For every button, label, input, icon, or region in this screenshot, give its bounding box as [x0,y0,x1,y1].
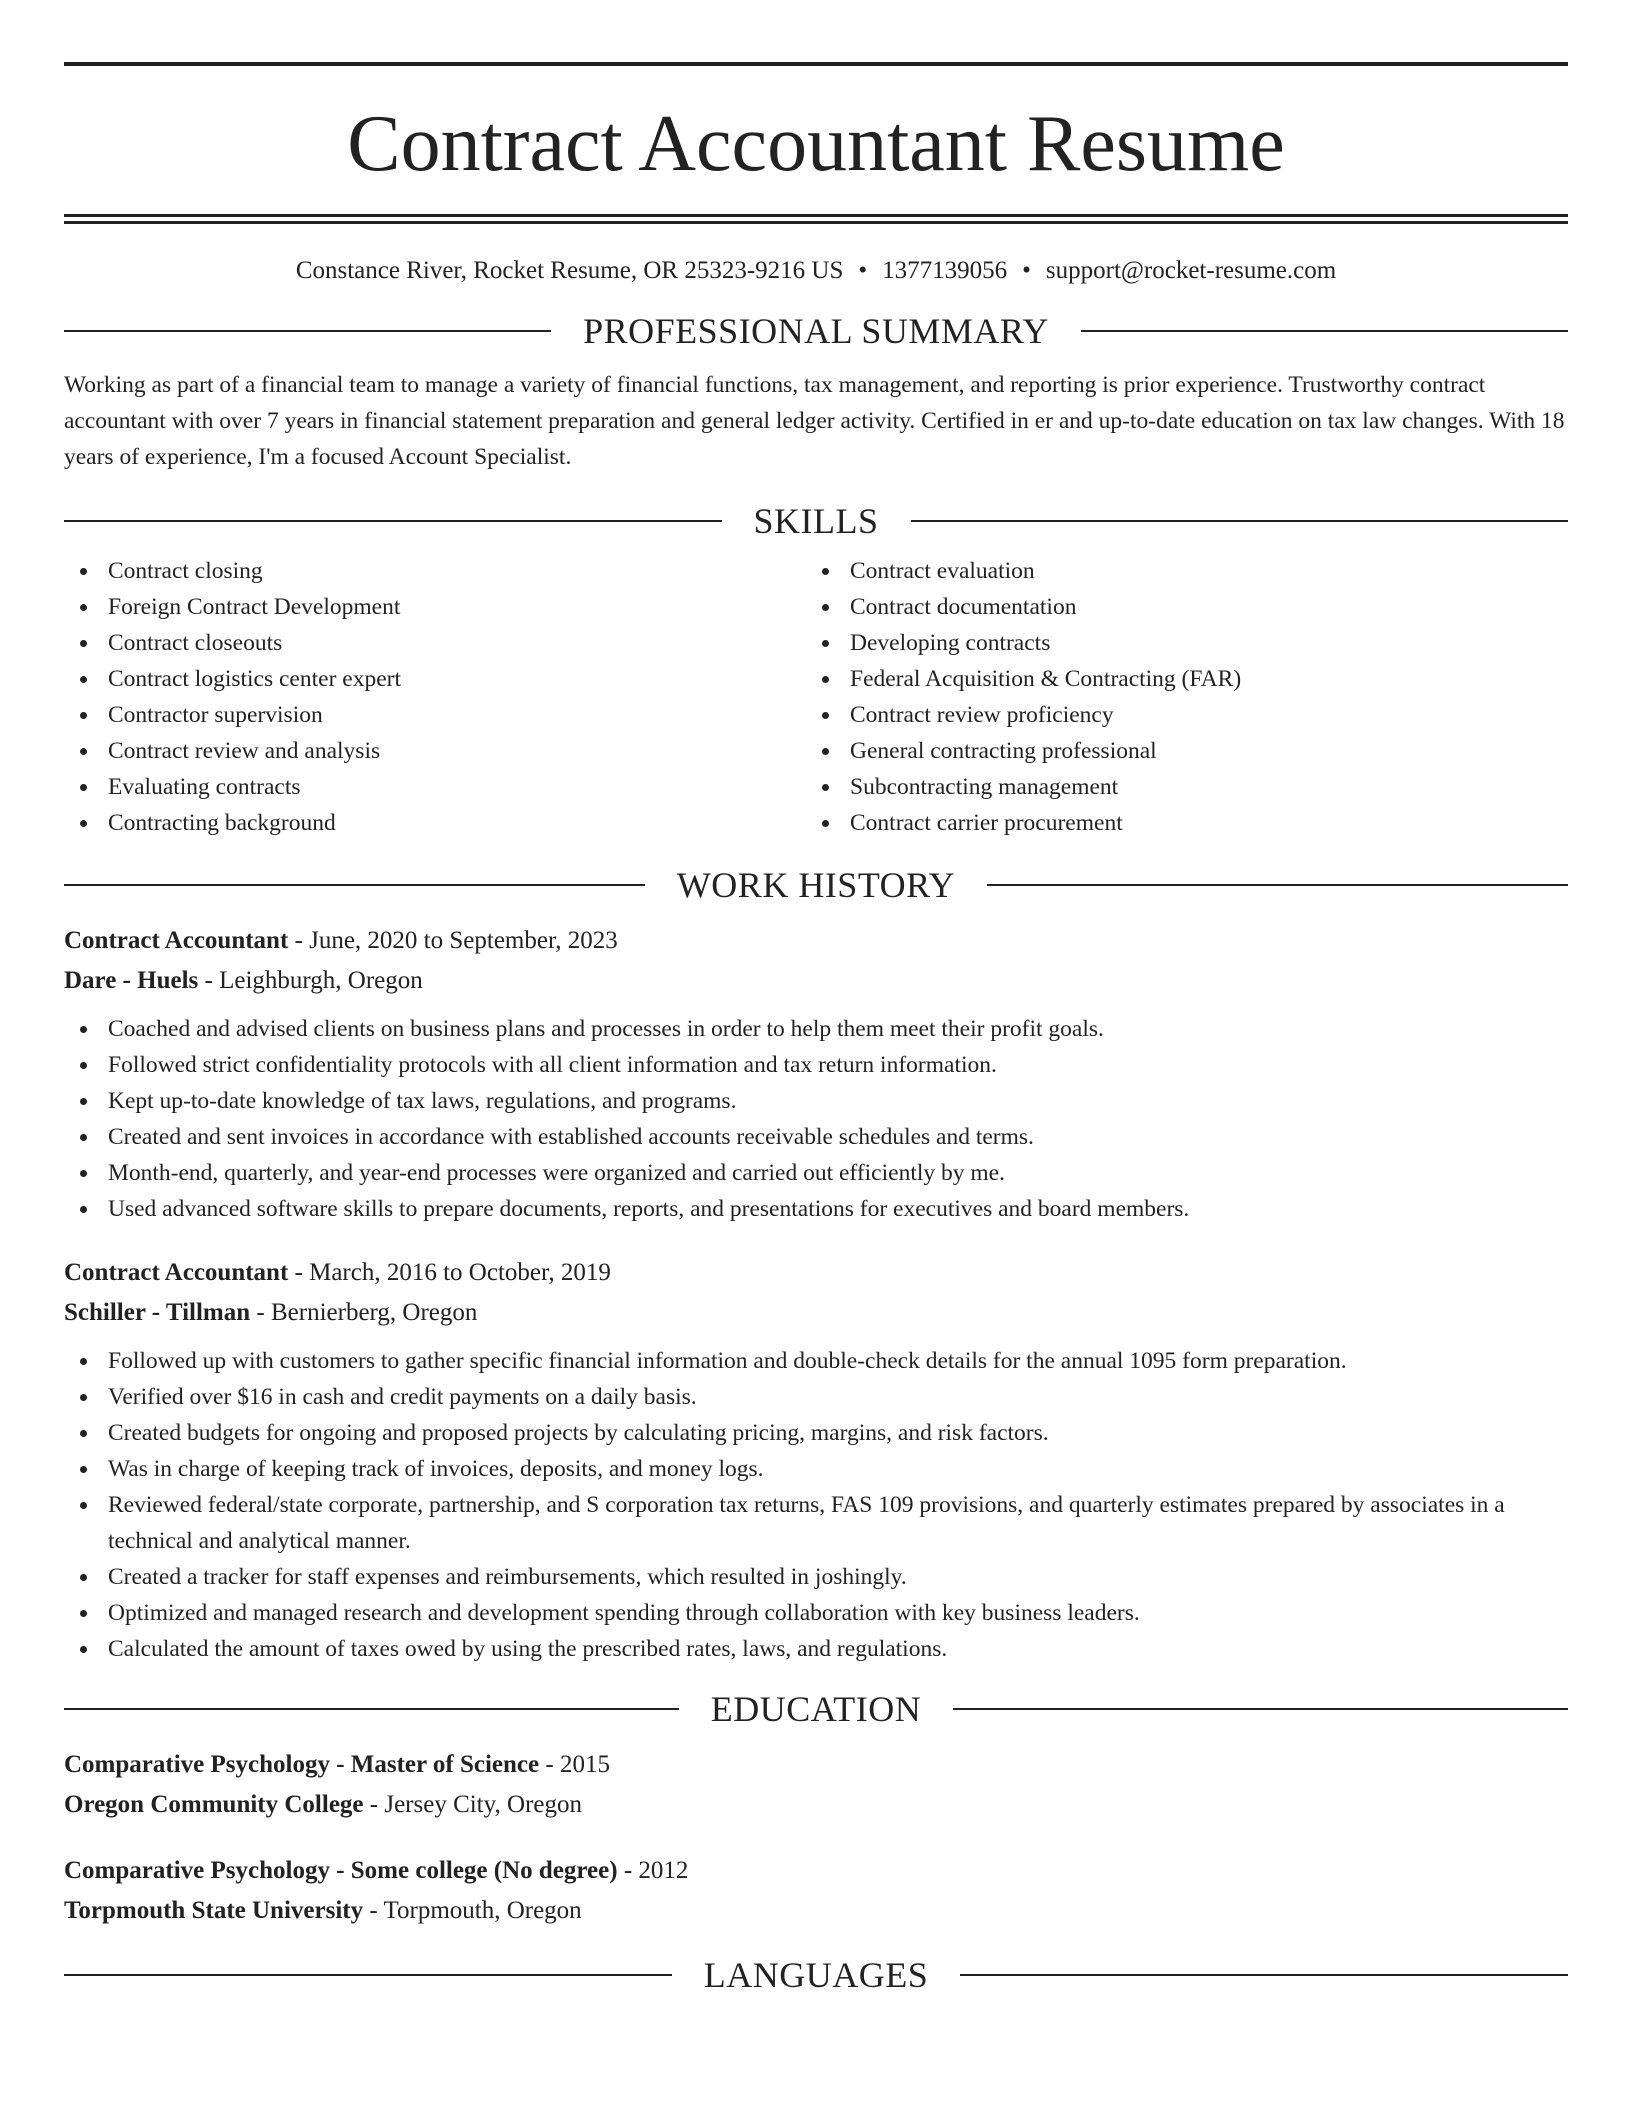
section-header-skills [64,503,1568,539]
skill-item: Foreign Contract Development [64,589,806,625]
education-degree: Comparative Psychology - Some college (No degree) [64,1857,618,1884]
education-degree: Comparative Psychology - Master of Science [64,1751,540,1778]
job-role: Contract Accountant [64,927,289,954]
skill-item: Contract logistics center expert [64,661,806,697]
title-double-rule [64,214,1568,224]
job-bullet: Was in charge of keeping track of invoices, deposits, and money logs. [64,1451,1568,1487]
education-school-line [64,1891,1568,1931]
education-location: - Jersey City, Oregon [363,1791,582,1818]
job-bullet: Created and sent invoices in accordance with established accounts receivable schedules and terms. [64,1119,1568,1155]
job-entry [64,1253,1568,1667]
section-title-education: EDUCATION [710,1689,922,1729]
section-rule [953,1708,1568,1710]
section-rule [64,1974,672,1976]
top-rule [64,62,1568,66]
education-school-line [64,1785,1568,1825]
education-entry [64,1851,1568,1931]
job-bullets [64,1343,1568,1667]
contact-separator: • [858,257,868,284]
section-title-languages: LANGUAGES [703,1955,929,1995]
skill-item: Contract closing [64,553,806,589]
education-year: - 2012 [617,1857,689,1884]
job-company-line [64,961,1568,1001]
section-rule [911,520,1569,522]
education-entry [64,1745,1568,1825]
section-title-summary: PROFESSIONAL SUMMARY [583,311,1049,351]
skill-item: Contract closeouts [64,625,806,661]
job-bullet: Month-end, quarterly, and year-end processes were organized and carried out efficiently by me. [64,1155,1568,1191]
section-header-summary [64,313,1568,349]
page-title: Contract Accountant Resume [347,100,1285,188]
job-dates: - March, 2016 to October, 2019 [288,1259,611,1286]
job-bullet: Verified over $16 in cash and credit payments on a daily basis. [64,1379,1568,1415]
section-rule [64,884,645,886]
job-company-line [64,1293,1568,1333]
section-header-work [64,867,1568,903]
job-bullet: Calculated the amount of taxes owed by using the prescribed rates, laws, and regulations. [64,1631,1568,1667]
job-company: Dare - Huels [64,967,199,994]
section-rule [960,1974,1568,1976]
section-title-skills: SKILLS [753,501,879,541]
skills-grid [64,553,1568,841]
job-location: - Leighburgh, Oregon [198,967,423,994]
section-rule [64,330,551,332]
skill-item: Evaluating contracts [64,769,806,805]
skills-list-right [806,553,1568,841]
skill-item: Contractor supervision [64,697,806,733]
summary-paragraph: Working as part of a financial team to manage a variety of financial functions, tax management, and reporting is prior experience. Trustworthy contract accountant with over 7 years in financial statement preparation and general ledger activity. Certified in er and up-to-date education on tax law changes. With 18 years of experience, I'm a focused Account Specialist. [64,372,1565,470]
job-bullets [64,1011,1568,1227]
education-degree-line [64,1851,1568,1891]
job-company: Schiller - Tillman [64,1299,251,1326]
skill-item: General contracting professional [806,733,1568,769]
contact-phone: 1377139056 [882,257,1008,284]
skill-item: Federal Acquisition & Contracting (FAR) [806,661,1568,697]
job-bullet: Used advanced software skills to prepare documents, reports, and presentations for executives and board members. [64,1191,1568,1227]
education-school: Torpmouth State University [64,1897,364,1924]
job-bullet: Reviewed federal/state corporate, partnership, and S corporation tax returns, FAS 109 provisions, and quarterly estimates prepared by associates in a technical and analytical manner. [64,1487,1568,1559]
job-bullet: Coached and advised clients on business plans and processes in order to help them meet their profit goals. [64,1011,1568,1047]
education-school: Oregon Community College [64,1791,364,1818]
contact-line [64,257,1568,285]
section-rule [987,884,1568,886]
skill-item: Developing contracts [806,625,1568,661]
skill-item: Subcontracting management [806,769,1568,805]
skill-item: Contract carrier procurement [806,805,1568,841]
job-title-line [64,1253,1568,1293]
job-bullet: Created budgets for ongoing and proposed projects by calculating pricing, margins, and risk factors. [64,1415,1568,1451]
skill-item: Contracting background [64,805,806,841]
education-year: - 2015 [539,1751,610,1778]
section-rule [64,1708,679,1710]
job-role: Contract Accountant [64,1259,289,1286]
job-location: - Bernierberg, Oregon [250,1299,478,1326]
skills-list-left [64,553,806,841]
section-title-work: WORK HISTORY [676,865,956,905]
skill-item: Contract documentation [806,589,1568,625]
education-degree-line [64,1745,1568,1785]
education-location: - Torpmouth, Oregon [363,1897,582,1924]
job-bullet: Followed up with customers to gather specific financial information and double-check details for the annual 1095 form preparation. [64,1343,1568,1379]
contact-email[interactable]: support@rocket-resume.com [1045,257,1337,284]
job-bullet: Followed strict confidentiality protocols with all client information and tax return information. [64,1047,1568,1083]
job-bullet: Kept up-to-date knowledge of tax laws, regulations, and programs. [64,1083,1568,1119]
skill-item: Contract review and analysis [64,733,806,769]
section-rule [1081,330,1568,332]
job-title-line [64,921,1568,961]
section-rule [64,520,722,522]
skill-item: Contract review proficiency [806,697,1568,733]
job-entry [64,921,1568,1227]
job-dates: - June, 2020 to September, 2023 [288,927,618,954]
section-header-languages [64,1957,1568,1993]
contact-separator: • [1022,257,1031,284]
section-header-education [64,1691,1568,1727]
skill-item: Contract evaluation [806,553,1568,589]
job-bullet: Created a tracker for staff expenses and reimbursements, which resulted in joshingly. [64,1559,1568,1595]
contact-address: Constance River, Rocket Resume, OR 25323-9216 US [295,257,844,284]
job-bullet: Optimized and managed research and development spending through collaboration with key business leaders. [64,1595,1568,1631]
